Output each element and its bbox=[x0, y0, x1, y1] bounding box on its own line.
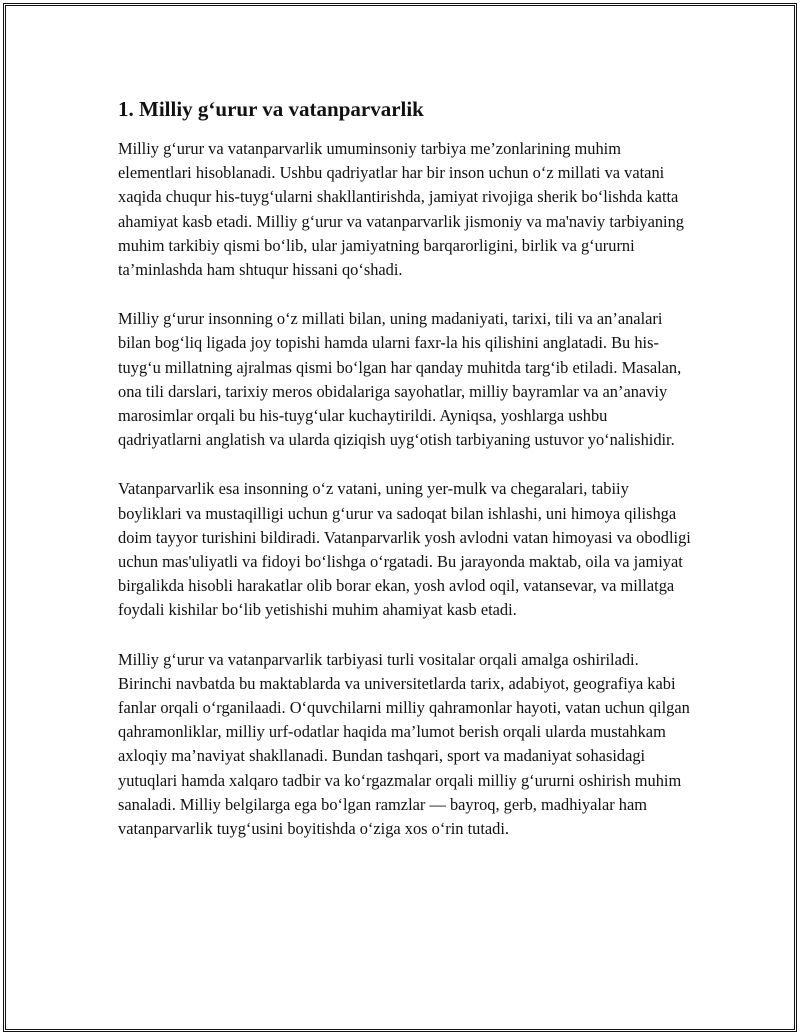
paragraph-1: Milliy g‘urur va vatanparvarlik umuminsoniy tarbiya me’zonlarining muhim elementlari hisoblanadi. Ushbu qadriyatlar har bir inson uchun o‘z millati va vatani xaqida chuqur his-tuyg‘ularni shakllantirishda, jamiyat rivojiga sherik bo‘lishda katta ahamiyat kasb etadi. Milliy g‘urur va vatanparvarlik jismoniy va ma'naviy tarbiyaning muhim tarkibiy qismi bo‘lib, ular jamiyatning barqarorligini, birlik va g‘ururni ta’minlashda ham shtuqur hissani qo‘shadi. bbox=[118, 139, 684, 280]
document-body bbox=[118, 95, 693, 866]
paragraph-3: Vatanparvarlik esa insonning o‘z vatani, uning yer-mulk va chegaralari, tabiiy boyliklari va mustaqilligi uchun g‘urur va sadoqat bilan ishlashi, uni himoya qilishga doim tayyor turishini bildiradi. Vatanparvarlik yosh avlodni vatan himoyasi va obodligi uchun mas'uliyatli va fidoyi bo‘lishga o‘rgatadi. Bu jarayonda maktab, oila va jamiyat birgalikda hisobli harakatlar olib borar ekan, yosh avlod oqil, vatansevar, va millatga foydali kishilar bo‘lib yetishishi muhim ahamiyat kasb etadi. bbox=[118, 479, 691, 620]
paragraph-2: Milliy g‘urur insonning o‘z millati bilan, uning madaniyati, tarixi, tili va an’analari bilan bog‘liq ligada joy topishi hamda ularni faxr-la his qilishini anglatadi. Bu his-tuyg‘u millatning ajralmas qismi bo‘lgan har qanday muhitda targ‘ib etiladi. Masalan, ona tili darslari, tarixiy meros obidalariga sayohatlar, milliy bayramlar va an’anaviy marosimlar orqali bu his-tuyg‘ular kuchaytirildi. Ayniqsa, yoshlarga ushbu qadriyatlarni anglatish va ularda qiziqish uyg‘otish tarbiyaning ustuvor yo‘nalishidir. bbox=[118, 309, 682, 450]
paragraph-4: Milliy g‘urur va vatanparvarlik tarbiyasi turli vositalar orqali amalga oshiriladi. Birinchi navbatda bu maktablarda va universitetlarda tarix, adabiyot, geografiya kabi fanlar orqali o‘rganilaadi. O‘quvchilarni milliy qahramonlar hayoti, vatan uchun qilgan qahramonliklar, milliy urf-odatlar haqida ma’lumot berish orqali ularda mustahkam axloqiy ma’naviyat shakllanadi. Bundan tashqari, sport va madaniyat sohasidagi yutuqlari hamda xalqaro tadbir va ko‘rgazmalar orqali milliy g‘ururni oshirish muhim sanaladi. Milliy belgilarga ega bo‘lgan ramzlar — bayroq, gerb, madhiyalar ham vatanparvarlik tuyg‘usini boyitishda o‘ziga xos o‘rin tutadi. bbox=[118, 649, 690, 839]
section-heading: 1. Milliy g‘urur va vatanparvarlik bbox=[118, 97, 424, 121]
